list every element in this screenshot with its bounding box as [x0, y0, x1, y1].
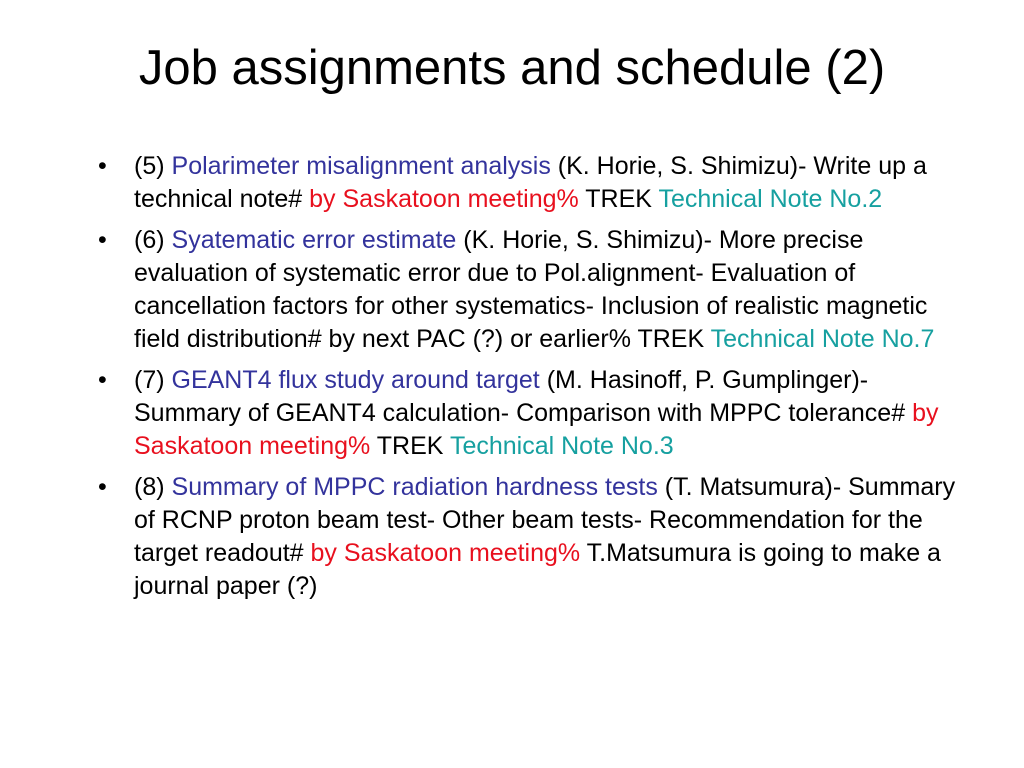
slide-title: Job assignments and schedule (2) [138, 41, 886, 95]
item-after: TREK [585, 185, 652, 213]
item-body: (M. Hasinoff, P. Gumplinger)- Summary of GEANT4 calculation- Comparison with MPPC tolerance# [134, 366, 906, 427]
item-body: (K. Horie, S. Shimizu)- Write up a technical note# [134, 152, 927, 213]
bullet-marker: • [98, 366, 107, 394]
item-topic: Polarimeter misalignment analysis [171, 152, 551, 180]
bullet-marker: • [98, 152, 107, 180]
list-item-8 [96, 471, 956, 603]
item-topic: Summary of MPPC radiation hardness tests [171, 473, 658, 501]
item-deadline: by Saskatoon meeting% [309, 185, 579, 213]
item-deadline: by Saskatoon meeting% [134, 399, 939, 460]
item-number: (5) [134, 152, 165, 180]
item-after: T.Matsumura is going to make a journal paper (?) [134, 539, 941, 600]
bullet-marker: • [98, 226, 107, 254]
item-number: (8) [134, 473, 165, 501]
item-topic: GEANT4 flux study around target [171, 366, 540, 394]
item-technical-note: Technical Note No.3 [449, 432, 674, 460]
item-deadline: by Saskatoon meeting% [310, 539, 581, 567]
list-item-7 [96, 364, 956, 463]
item-number: (7) [134, 366, 165, 394]
item-technical-note: Technical Note No.7 [710, 325, 935, 353]
list-item-6 [96, 224, 956, 356]
list-item-5 [96, 150, 956, 216]
item-technical-note: Technical Note No.2 [658, 185, 883, 213]
item-body: (T. Matsumura)- Summary of RCNP proton beam test- Other beam tests- Recommendation for the target readout# [134, 473, 956, 567]
item-number: (6) [134, 226, 165, 254]
item-body: (K. Horie, S. Shimizu)- More precise evaluation of systematic error due to Pol.alignment- Evaluation of cancellation factors for other systematics- Inclusion of realistic magnetic field distribution# by next PAC (?) or earlier% TREK [134, 226, 928, 353]
bullet-marker: • [98, 473, 107, 501]
bullet-list [96, 150, 956, 611]
item-topic: Syatematic error estimate [171, 226, 457, 254]
item-after: TREK [376, 432, 444, 460]
